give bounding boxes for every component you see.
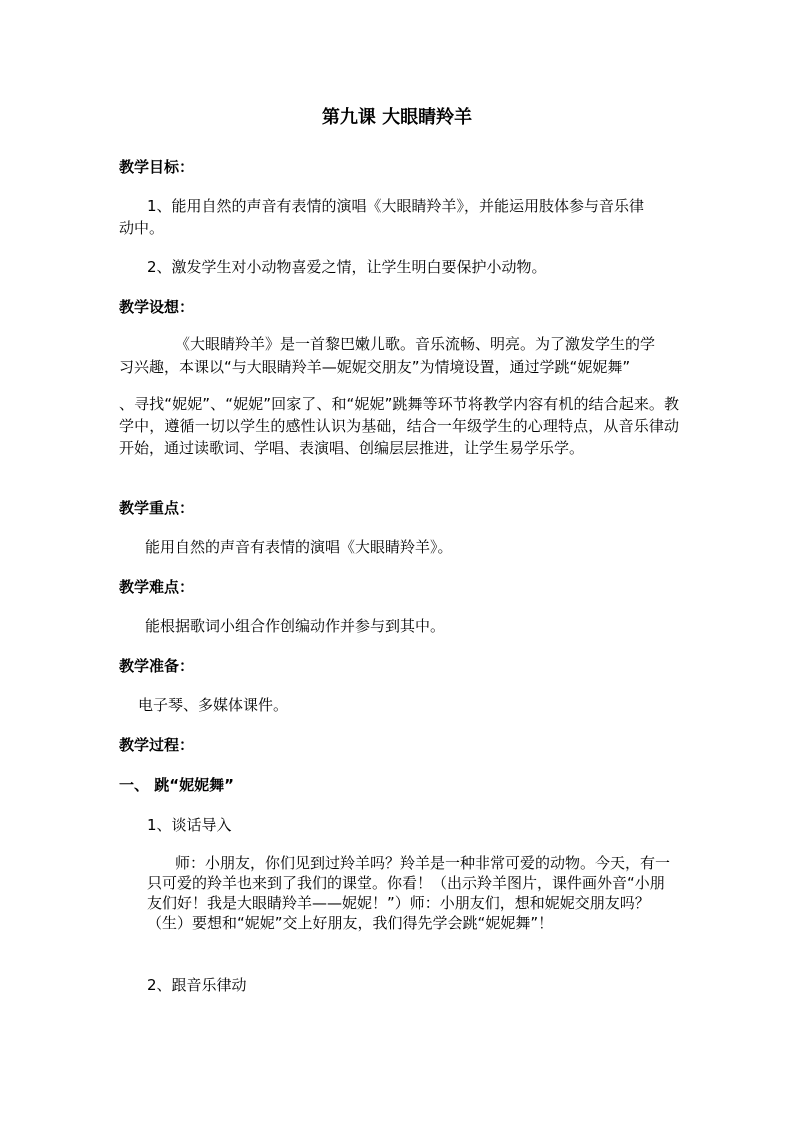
preparation-heading: 教学准备： bbox=[119, 657, 195, 675]
preparation-text: 电子琴、多媒体课件。 bbox=[138, 696, 289, 714]
dialogue-paragraph: 师：小朋友，你们见到过羚羊吗？羚羊是一种非常可爱的动物。今天，有一只可爱的羚羊也来到了我们的课堂。你看！（出示羚羊图片，课件画外音“小朋友们好！我是大眼睛羚羊——妮妮！”）师：小朋友们，想和妮妮交朋友吗？（生）要想和“妮妮”交上好朋友，我们得先学会跳“妮妮舞”！ bbox=[147, 854, 671, 932]
design-line-2: 习兴趣，本课以“与大眼睛羚羊—妮妮交朋友”为情境设置，通过学跳“妮妮舞” bbox=[119, 358, 631, 376]
part-1-heading: 一、 跳“妮妮舞” bbox=[119, 776, 234, 794]
design-paragraph: 、寻找“妮妮”、“妮妮”回家了、和“妮妮”跳舞等环节将教学内容有机的结合起来。教学中，遵循一切以学生的感性认识为基础，结合一年级学生的心理特点，从音乐律动开始，通过读歌词、学唱、表演唱、创编层层推进，让学生易学乐学。 bbox=[119, 395, 679, 457]
goals-heading: 教学目标： bbox=[119, 158, 195, 176]
difficulty-heading: 教学难点： bbox=[119, 578, 195, 596]
process-heading: 教学过程： bbox=[119, 736, 195, 754]
step-1: 1、谈话导入 bbox=[147, 816, 232, 834]
goal-1-line2: 动中。 bbox=[119, 219, 165, 237]
goal-1-line1: 1、能用自然的声音有表情的演唱《大眼睛羚羊》，并能运用肢体参与音乐律 bbox=[147, 197, 645, 215]
design-line-1: 《大眼睛羚羊》是一首黎巴嫩儿歌。音乐流畅、明亮。为了激发学生的学 bbox=[175, 335, 656, 353]
goal-2: 2、激发学生对小动物喜爱之情，让学生明白要保护小动物。 bbox=[147, 258, 547, 276]
design-heading: 教学设想： bbox=[119, 298, 195, 316]
key-point-heading: 教学重点： bbox=[119, 499, 195, 517]
difficulty-text: 能根据歌词小组合作创编动作并参与到其中。 bbox=[145, 617, 446, 635]
step-2: 2、跟音乐律动 bbox=[147, 976, 247, 994]
page-title: 第九课 大眼睛羚羊 bbox=[321, 107, 473, 128]
key-point-text: 能用自然的声音有表情的演唱《大眼睛羚羊》。 bbox=[145, 538, 453, 556]
